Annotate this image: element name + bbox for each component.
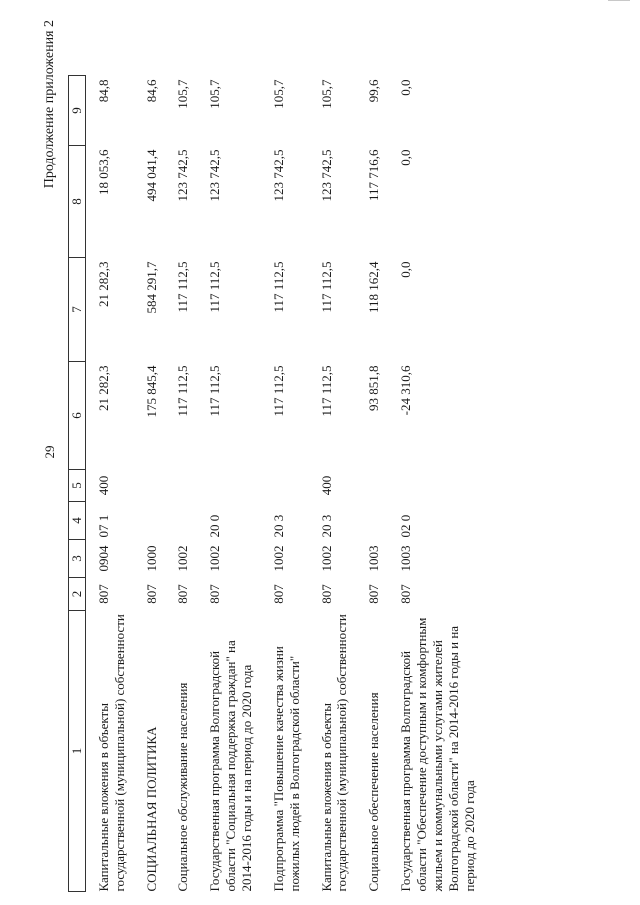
cell-expense-type: 400 [95,475,111,496]
cell-approved: 175 845,4 [143,365,159,418]
cell-ministry: 807 [95,584,111,604]
table-row [309,76,357,892]
cell-target [356,502,388,540]
cell-percent: 84,8 [95,79,111,103]
cell-ministry: 807 [143,584,159,604]
cell-planned: 117 112,5 [207,261,223,313]
row-name: Государственная программа Волгоградской области "Социальная поддержка граждан" на 2014-2016 годы и на период до 2020 года [207,640,255,892]
cell-section: 0904 [95,545,111,572]
cell-executed: 117 716,6 [366,149,382,202]
table-row [85,76,133,892]
cell-planned: 584 291,7 [143,261,159,314]
cell-percent: 105,7 [270,79,286,109]
col-header: 8 [69,146,86,258]
cell-target: 02 0 [398,514,414,538]
row-name: СОЦИАЛЬНАЯ ПОЛИТИКА [143,726,159,892]
cell-section: 1002 [318,545,334,572]
cell-section: 1002 [175,545,191,572]
cell-approved: -24 310,6 [398,365,414,416]
cell-percent: 105,7 [318,79,334,109]
cell-planned: 21 282,3 [95,261,111,307]
row-name: Капитальные вложения в объекты государственной (муниципальной) собственности [318,614,350,892]
col-header: 7 [69,258,86,362]
cell-percent: 84,6 [143,79,159,103]
cell-ministry: 807 [175,584,191,604]
cell-expense-type [388,470,483,502]
cell-planned: 0,0 [398,261,414,278]
cell-ministry: 807 [270,584,286,604]
col-header: 9 [69,76,86,146]
cell-expense-type: 400 [318,475,334,496]
row-name: Подпрограмма "Повышение качества жизни пожилых людей в Волгоградской области" [270,646,302,892]
cell-planned: 117 112,5 [318,261,334,313]
col-header: 6 [69,362,86,470]
cell-executed: 123 742,5 [318,149,334,202]
cell-executed: 0,0 [398,149,414,166]
cell-ministry: 807 [398,584,414,604]
table-row [197,76,261,892]
cell-percent: 0,0 [398,79,414,96]
rotated-page [30,12,610,892]
cell-section: 1003 [398,545,414,572]
col-header: 3 [69,540,86,578]
row-name: Государственная программа Волгоградской области "Обеспечение доступным и комфортным жильем и коммунальными услугами жителей Волгоградской области" на 2014-2016 годы и на период до 2020 года [398,617,477,892]
cell-planned: 117 112,5 [175,261,191,313]
cell-executed: 494 041,4 [143,149,159,202]
cell-approved: 93 851,8 [366,365,382,411]
row-name: Социальное обслуживание населения [175,682,191,892]
cell-target: 20 0 [207,514,223,538]
row-name: Капитальные вложения в объекты государственной (муниципальной) собственности [95,614,127,892]
cell-executed: 123 742,5 [175,149,191,202]
page-number: 29 [42,445,57,459]
cell-ministry: 807 [207,584,223,604]
corner-mark [608,0,630,1]
cell-target: 07 1 [95,514,111,538]
budget-table [68,75,483,892]
row-name: Социальное обеспечение населения [366,692,382,892]
col-header: 2 [69,578,86,611]
cell-expense-type [197,470,261,502]
cell-approved: 21 282,3 [95,365,111,411]
cell-approved: 117 112,5 [318,365,334,417]
cell-target: 20 3 [270,514,286,538]
table-row [165,76,197,892]
cell-section: 1003 [366,545,382,572]
cell-executed: 123 742,5 [270,149,286,202]
cell-ministry: 807 [366,584,382,604]
cell-approved: 117 112,5 [175,365,191,417]
cell-expense-type [134,470,166,502]
cell-expense-type [261,470,309,502]
cell-planned: 118 162,4 [366,261,382,314]
cell-percent: 99,6 [366,79,382,103]
col-header: 1 [69,611,86,892]
table-row [356,76,388,892]
cell-approved: 117 112,5 [270,365,286,417]
cell-target: 20 3 [318,514,334,538]
table-row [388,76,483,892]
cell-ministry: 807 [318,584,334,604]
cell-percent: 105,7 [175,79,191,109]
table-row [261,76,309,892]
cell-expense-type [165,470,197,502]
cell-target [134,502,166,540]
cell-executed: 123 742,5 [207,149,223,202]
cell-section: 1002 [207,545,223,572]
table-row [134,76,166,892]
cell-executed: 18 053,6 [95,149,111,195]
table-header-row [69,76,86,892]
cell-target [165,502,197,540]
col-header: 5 [69,470,86,502]
cell-planned: 117 112,5 [270,261,286,313]
cell-expense-type [356,470,388,502]
cell-section: 1000 [143,545,159,572]
cell-approved: 117 112,5 [207,365,223,417]
cell-percent: 105,7 [207,79,223,109]
cell-section: 1002 [270,545,286,572]
col-header: 4 [69,502,86,540]
continuation-label: Продолжение приложения 2 [42,20,57,189]
